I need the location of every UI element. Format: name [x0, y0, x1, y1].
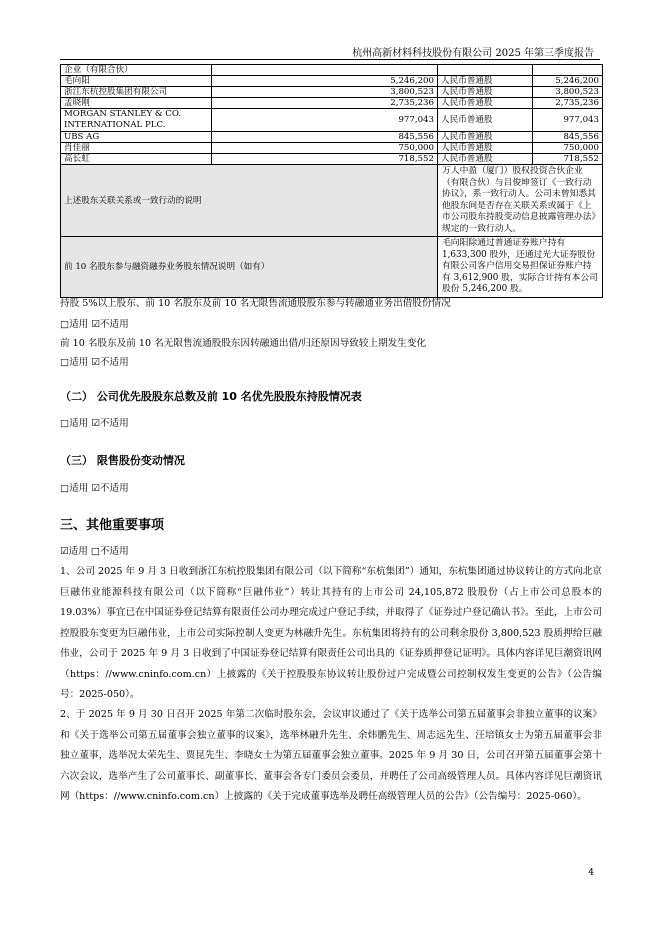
- share-count-2: 2,735,236: [533, 98, 603, 109]
- lending-checkbox: □适用 ☑不适用: [60, 319, 129, 330]
- holder-name: 高长虹: [61, 154, 212, 165]
- share-count: 718,552: [212, 154, 438, 165]
- preferred-checkbox: □适用 ☑不适用: [60, 418, 129, 429]
- table-row: [61, 76, 603, 87]
- item-1: 1、公司 2025 年 9 月 3 日收到浙江东杭控股集团有限公司（以下简称“东杭集团”）通知，东杭集团通过协议转让的方式向北京巨融伟业能源科技有限公司（以下简称“巨融伟业”）转让其持有的上市公司 24,105,872 股股份（占上市公司总股本的 19.03%）事宜已在中国证券登记结算有限责任公司办理完成过户登记手续，并取得了《证券过户登记确认书》。至此，上市公司控股股东变更为巨融伟业，上市公司实际控制人变更为林融升先生。东杭集团将持有的公司剩余股份 3,800,523 股质押给巨融伟业，公司于 2025 年 9 月 3 日收到了中国证券登记结算有限责任公司出具的《证券质押登记证明》。具体内容详见巨潮资讯网（https：//www.cninfo.com.cn）上披露的《关于控股股东协议转让股份过户完成暨公司控制权发生变更的公告》（公告编号：2025-050）。: [60, 566, 602, 700]
- table-row: [61, 109, 603, 132]
- share-count-2: 5,246,200: [533, 76, 603, 87]
- share-count-2: 845,556: [533, 132, 603, 143]
- share-count-2: 977,043: [533, 109, 603, 132]
- share-count: 2,735,236: [212, 98, 438, 109]
- share-type: 人民币普通股: [438, 76, 533, 87]
- share-count-2: 718,552: [533, 154, 603, 165]
- other-checkbox: ☑适用 □不适用: [60, 546, 129, 557]
- share-type: 人民币普通股: [438, 98, 533, 109]
- share-count-2: 750,000: [533, 143, 603, 154]
- relation-row: [61, 165, 603, 237]
- table-row: [61, 65, 603, 76]
- share-count: 845,556: [212, 132, 438, 143]
- holder-name: 毛向阳: [61, 76, 212, 87]
- holder-name: 浙江东杭控股集团有限公司: [61, 87, 212, 98]
- share-type: 人民币普通股: [438, 87, 533, 98]
- table-row: [61, 132, 603, 143]
- restricted-checkbox: □适用 ☑不适用: [60, 483, 129, 494]
- section-preferred-title: （二） 公司优先股股东总数及前 10 名优先股股东持股情况表: [60, 390, 362, 403]
- share-type: 人民币普通股: [438, 132, 533, 143]
- margin-label: 前 10 名股东参与融资融券业务股东情况说明（如有）: [61, 237, 438, 298]
- share-type: 人民币普通股: [438, 143, 533, 154]
- section-restricted-title: （三） 限售股份变动情况: [60, 454, 185, 467]
- section-other-title: 三、其他重要事项: [60, 518, 165, 533]
- header-rule: [60, 59, 600, 60]
- table-row: [61, 143, 603, 154]
- item-2: 2、于 2025 年 9 月 30 日召开 2025 年第二次临时股东会，会议审议通过了《关于选举公司第五届董事会非独立董事的议案》和《关于选举公司第五届董事会独立董事的议案》，选举林融升先生、余炜鹏先生、周志远先生、汪培镇女士为第五届董事会非独立董事，选举况太荣先生、贾昆先生、李晓女士为第五届董事会独立董事。2025 年 9 月 30 日，公司召开第五届董事会第十六次会议，选举产生了公司董事长、副董事长、董事会各专门委员会委员，并聘任了公司高级管理人员。具体内容详见巨潮资讯网（https：//www.cninfo.com.cn）上披露的《关于完成董事选举及聘任高级管理人员的公告》（公告编号：2025-060）。: [60, 709, 602, 802]
- share-type: 人民币普通股: [438, 109, 533, 132]
- share-count: 3,800,523: [212, 87, 438, 98]
- change-checkbox: □适用 ☑不适用: [60, 357, 129, 368]
- holder-name: MORGAN STANLEY & CO. INTERNATIONAL PLC.: [61, 109, 212, 132]
- margin-text: 毛向阳除通过普通证券账户持有 1,633,300 股外，还通过光大证券股份有限公司客户信用交易担保证券账户持有 3,612,900 股，实际合计持有本公司股份 5,246,200 股。: [438, 237, 603, 298]
- lending-statement: 持股 5%以上股东、前 10 名股东及前 10 名无限售流通股股东参与转融通业务出借股份情况: [60, 298, 451, 309]
- shareholder-table: [60, 64, 603, 298]
- table-row: [61, 87, 603, 98]
- table-row: [61, 154, 603, 165]
- holder-name: UBS AG: [61, 132, 212, 143]
- share-count: 750,000: [212, 143, 438, 154]
- holder-name: 企业（有限合伙）: [61, 65, 212, 76]
- table-row: [61, 98, 603, 109]
- margin-row: [61, 237, 603, 298]
- holder-name: 孟晓刚: [61, 98, 212, 109]
- share-count: 5,246,200: [212, 76, 438, 87]
- page-header: 杭州高新材料科技股份有限公司 2025 年第三季度报告: [352, 48, 594, 59]
- relation-text: 万人中盈（厦门）股权投资合伙企业（有限合伙）与吕俊坤签订《一致行动协议》，系一致行动人。公司未曾知悉其他股东间是否存在关联关系或属于《上市公司股东持股变动信息披露管理办法》规定的一致行动人。: [438, 165, 603, 237]
- page-number: 4: [588, 868, 594, 878]
- share-count-2: 3,800,523: [533, 87, 603, 98]
- relation-label: 上述股东关联关系或一致行动的说明: [61, 165, 212, 237]
- change-statement: 前 10 名股东及前 10 名无限售流通股股东因转融通出借/归还原因导致较上期发生变化: [60, 338, 427, 349]
- holder-name: 肖佳丽: [61, 143, 212, 154]
- share-type: 人民币普通股: [438, 154, 533, 165]
- share-count: 977,043: [212, 109, 438, 132]
